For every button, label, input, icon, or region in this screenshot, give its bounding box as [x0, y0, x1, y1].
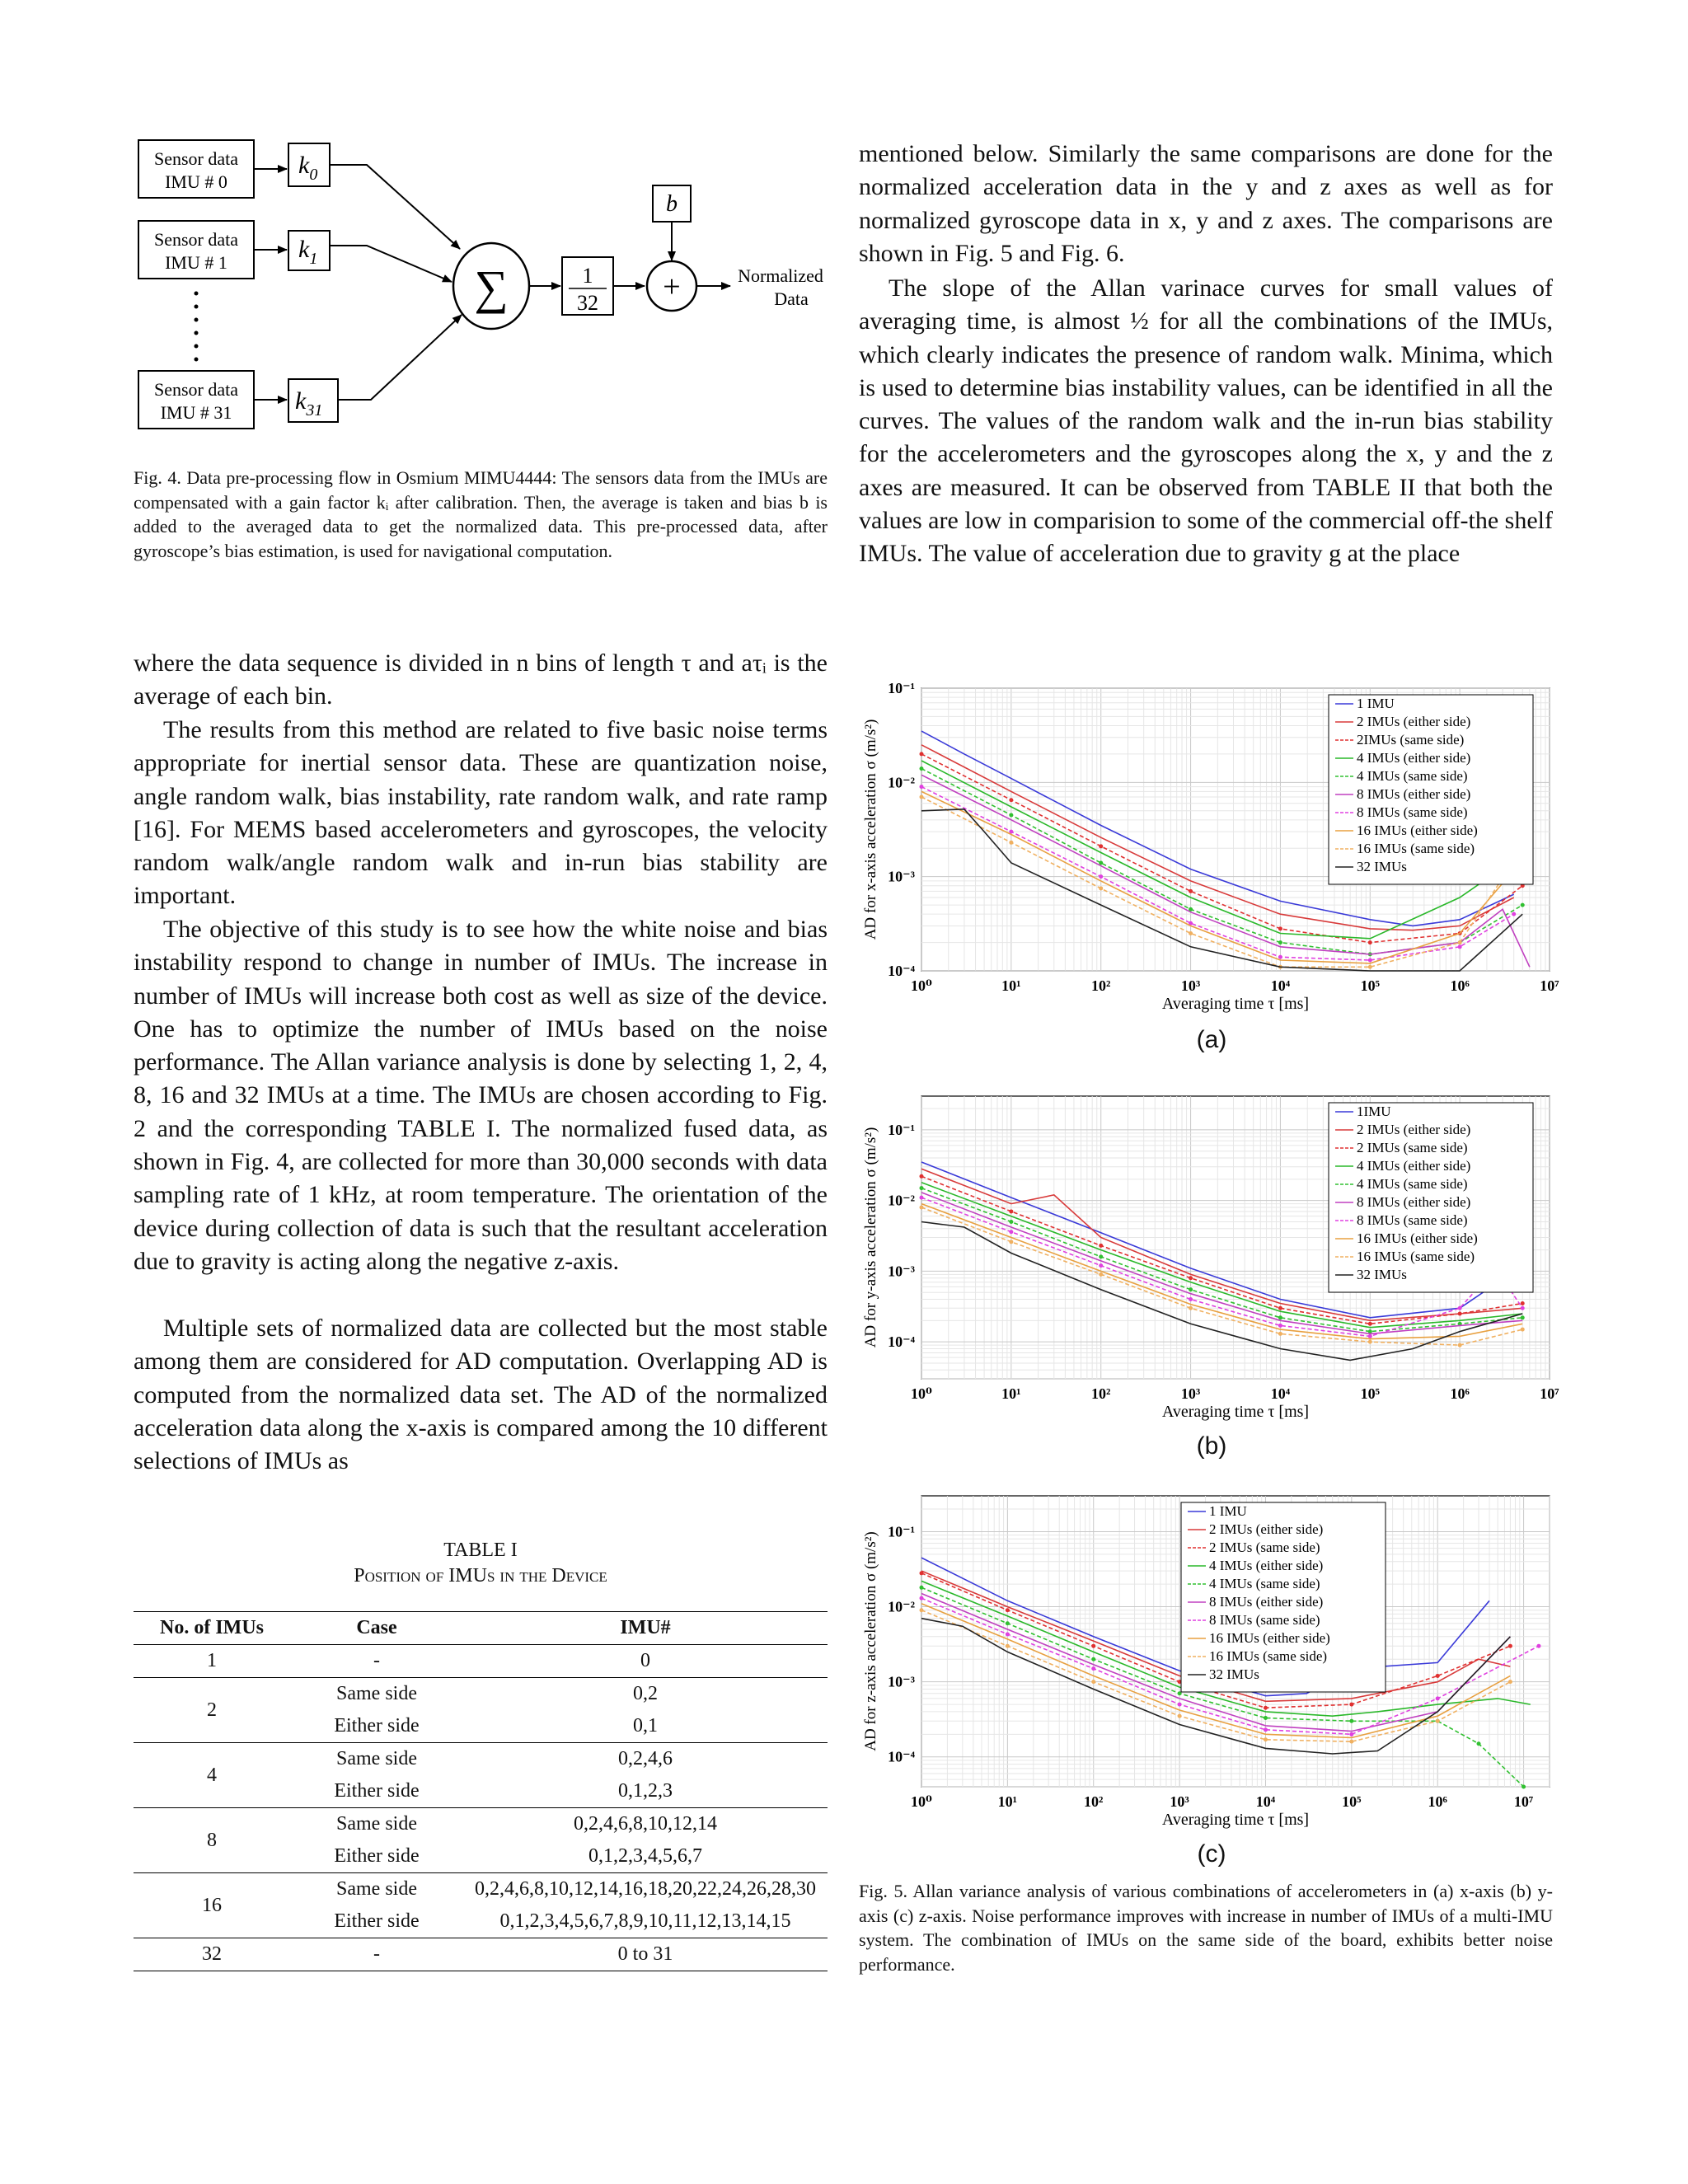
legend-label: 8 IMUs (same side): [1357, 804, 1468, 820]
x-axis-label: Averaging time τ [ms]: [1161, 995, 1310, 1013]
series-point: [1189, 889, 1193, 893]
y-tick-label: 10⁻²: [888, 774, 915, 791]
series-point: [1458, 940, 1462, 944]
series-point: [1178, 1703, 1182, 1707]
left-paragraph-3: The objective of this study is to see how the white noise and bias instability respond to change in number of IMUs. The increase in number of IMUs will increase both cost as well as size of the device. One has to optimize the number of IMUs based on the noise performance. The Allan variance analysis is done by selecting 1, 2, 4, 8, 16 and 32 IMUs at a time. The IMUs are chosen according to Fig. 2 and the corresponding TABLE I. The normalized fused data, as shown in Fig. 4, are collected for more than 30,000 seconds with data sampling rate of 1 kHz, at room temperature. The orientation of the device during collection of data is such that the resultant acceleration due to gravity is acting along the negative z-axis.: [134, 916, 828, 1275]
fig4-diagram: [132, 132, 857, 437]
series-point: [1009, 1240, 1013, 1244]
series-point: [1009, 1230, 1013, 1234]
right-paragraph-2: The slope of the Allan varinace curves for small values of averaging time, is almost ½ for all the combinations of the IMUs, which clearly indicates the presence of random walk. Minima, which is used to determine bias instability values, can be identified in all the curves. The values of the random walk and the in-run bias stability for the accelerometers and the gyroscopes along the x, y and the z axes are measured. It can be observed from TABLE II that both the values are low in comparision to some of the commercial off-the shelf IMUs. The value of acceleration due to gravity g at the place: [859, 274, 1553, 568]
x-tick-label: 10²: [1091, 1385, 1111, 1402]
series-point: [1091, 1644, 1095, 1648]
series-point: [1099, 886, 1103, 890]
y-tick-label: 10⁻³: [888, 1673, 915, 1690]
x-tick-label: 10⁴: [1270, 977, 1291, 994]
series-point: [1368, 965, 1372, 969]
table1-subtitle: Position of IMUs in the Device: [354, 1565, 607, 1586]
output-label-line2: Data: [774, 288, 809, 309]
series-point: [1521, 903, 1525, 907]
series-point: [1368, 1334, 1372, 1338]
sum-symbol: ∑: [474, 260, 509, 314]
legend-label: 8 IMUs (either side): [1357, 1194, 1471, 1210]
x-tick-label: 10⁵: [1360, 977, 1380, 994]
series-point: [1508, 1680, 1512, 1684]
table1-count: 16: [134, 1873, 290, 1938]
series-point: [1009, 798, 1013, 802]
x-tick-label: 10⁰: [911, 1793, 932, 1810]
series-point: [1436, 1674, 1440, 1678]
table1: [134, 1611, 828, 1971]
fig4-caption: Fig. 4. Data pre-processing flow in Osmium MIMU4444: The sensors data from the IMUs are compensated with a gain factor kᵢ after calibration. Then, the average is taken and bias b is added to the averaged data to get the normalized data. This pre-processed data, after gyroscope’s bias estimation, is used for navigational computation.: [134, 467, 828, 561]
x-tick-label: 10³: [1180, 1385, 1201, 1402]
series-point: [1189, 1297, 1193, 1301]
legend-label: 2 IMUs (either side): [1357, 714, 1471, 729]
series-point: [1009, 841, 1013, 845]
series-point: [1091, 1666, 1095, 1671]
input-1-line1: Sensor data: [153, 229, 239, 250]
table1-case: Either side: [290, 1905, 463, 1938]
fig5b-chart: [857, 1084, 1566, 1430]
table1-imus: 0,1,2,3,4,5,6,7,8,9,10,11,12,13,14,15: [463, 1905, 828, 1938]
table1-imus: 0,1,2,3: [463, 1775, 828, 1808]
table1-case: Same side: [336, 1878, 417, 1900]
series-point: [1349, 1740, 1353, 1744]
legend-label: 1IMU: [1357, 1104, 1391, 1119]
table1-imus: 0,2,4,6,8,10,12,14: [574, 1813, 717, 1835]
series-point: [1278, 926, 1282, 930]
table1-header-row: [134, 1612, 828, 1645]
series-point: [920, 1608, 924, 1612]
series-point: [1436, 1696, 1440, 1700]
series-point: [920, 766, 924, 771]
series-point: [1099, 1272, 1103, 1277]
y-tick-label: 10⁻⁴: [888, 963, 915, 979]
gain-0-letter: k: [298, 152, 310, 179]
x-tick-label: 10⁶: [1428, 1793, 1447, 1810]
series-point: [920, 1571, 924, 1575]
left-paragraph-4: Multiple sets of normalized data are collected but the most stable among them are considered for AD computation. Overlapping AD is computed from the normalized data set. The AD of the normalized acceleration data along the x-axis is compared among the 10 different selections of IMUs as: [134, 1315, 828, 1475]
average-denominator: 32: [577, 291, 598, 315]
gain-31-letter: k: [295, 387, 307, 415]
table1-case: Either side: [290, 1840, 463, 1873]
left-paragraph-1: where the data sequence is divided in n bins of length τ and aτᵢ is the average of each bin.: [134, 649, 828, 710]
x-axis-label: Averaging time τ [ms]: [1161, 1403, 1310, 1421]
table1-case: -: [290, 1645, 463, 1678]
y-tick-label: 10⁻³: [888, 1263, 915, 1280]
series-point: [1009, 813, 1013, 817]
ellipsis-dots: [195, 292, 199, 362]
table1-header-count: No. of IMUs: [134, 1612, 290, 1645]
series-point: [1278, 1306, 1282, 1310]
series-point: [1091, 1680, 1095, 1684]
x-tick-label: 10²: [1091, 977, 1111, 994]
series-point: [920, 1186, 924, 1190]
table1-count: 1: [134, 1645, 290, 1678]
table-row: [134, 1938, 828, 1971]
x-tick-label: 10³: [1180, 977, 1201, 994]
series-point: [920, 752, 924, 756]
output-label-line1: Normalized: [738, 265, 823, 286]
series-point: [1189, 1276, 1193, 1280]
series-point: [1189, 1287, 1193, 1291]
x-tick-label: 10⁵: [1342, 1793, 1362, 1810]
x-tick-label: 10⁰: [911, 977, 932, 994]
legend-label: 2 IMUs (either side): [1357, 1122, 1471, 1137]
legend-label: 4 IMUs (same side): [1209, 1576, 1320, 1591]
legend-label: 4 IMUs (same side): [1357, 768, 1468, 784]
x-tick-label: 10⁷: [1540, 977, 1559, 994]
right-paragraph-1: mentioned below. Similarly the same comparisons are done for the normalized acceleration data in the y and z axes as well as for normalized gyroscope data in x, y and z axes. The comparisons are shown in Fig. 5 and Fig. 6.: [859, 140, 1553, 267]
input-31-line1: Sensor data: [153, 379, 239, 400]
table1-imus: 0,2,4,6,8,10,12,14,16,18,20,22,24,26,28,30: [475, 1878, 816, 1900]
series-point: [1189, 931, 1193, 935]
table-row: [134, 1645, 828, 1678]
fig5c-label: (c): [1197, 1840, 1226, 1868]
legend-label: 2IMUs (same side): [1357, 732, 1465, 748]
series-point: [920, 1596, 924, 1601]
legend-label: 16 IMUs (same side): [1357, 841, 1475, 856]
table1-imus: 0,1: [463, 1710, 828, 1743]
series-point: [1099, 1263, 1103, 1268]
y-tick-label: 10⁻³: [888, 868, 915, 885]
series-point: [920, 795, 924, 799]
y-axis-label: AD for x-axis acceleration σ (m/s²): [862, 719, 879, 940]
x-tick-label: 10¹: [1001, 977, 1021, 994]
x-tick-label: 10⁶: [1450, 977, 1470, 994]
legend-label: 4 IMUs (either side): [1357, 1158, 1471, 1174]
table1-case: Either side: [290, 1710, 463, 1743]
legend-label: 16 IMUs (either side): [1357, 823, 1478, 838]
series-point: [1368, 940, 1372, 944]
series-point: [1006, 1608, 1010, 1612]
series-point: [1099, 1254, 1103, 1258]
series-point: [1477, 1741, 1481, 1746]
fig5c-chart: [857, 1483, 1566, 1838]
series-point: [920, 785, 924, 789]
series-point: [1099, 874, 1103, 879]
series-point: [1278, 1324, 1282, 1328]
series-point: [1264, 1737, 1268, 1741]
legend-label: 32 IMUs: [1357, 1267, 1407, 1282]
series-point: [1278, 955, 1282, 959]
legend-label: 8 IMUs (either side): [1357, 786, 1471, 802]
series-point: [1009, 1209, 1013, 1213]
table1-title: TABLE I: [443, 1540, 518, 1561]
table1-case: -: [290, 1938, 463, 1971]
table1-case: Either side: [290, 1775, 463, 1808]
series-point: [1521, 1328, 1525, 1332]
y-axis-label: AD for z-axis acceleration σ (m/s²): [862, 1531, 879, 1751]
series-point: [1368, 958, 1372, 962]
series-point: [1264, 1706, 1268, 1710]
y-tick-label: 10⁻⁴: [888, 1333, 915, 1351]
table1-count: 8: [134, 1808, 290, 1873]
series-point: [1458, 1343, 1462, 1347]
legend-label: 4 IMUs (either side): [1209, 1558, 1324, 1573]
table-row: [134, 1873, 828, 1906]
x-tick-label: 10⁰: [911, 1385, 932, 1402]
table1-imus: 0,2: [633, 1683, 658, 1704]
table1-header-imus: IMU#: [463, 1612, 828, 1645]
y-tick-label: 10⁻⁴: [888, 1748, 915, 1765]
gain-31-sub: 31: [306, 401, 323, 419]
table1-case: Same side: [336, 1748, 417, 1769]
legend-label: 2 IMUs (same side): [1357, 1140, 1468, 1155]
gain-1-sub: 1: [309, 250, 318, 268]
fig5-caption: Fig. 5. Allan variance analysis of various combinations of accelerometers in (a) x-axis (b) y-axis (c) z-axis. Noise performance improves with increase in number of IMUs of a multi-IMU system. The combination of IMUs on the same side of the board, exhibits better noise performance.: [859, 1881, 1553, 1975]
legend-label: 16 IMUs (same side): [1209, 1648, 1328, 1664]
series-point: [1009, 1220, 1013, 1224]
series-point: [1458, 944, 1462, 949]
gain-1-letter: k: [298, 236, 310, 263]
y-tick-label: 10⁻²: [888, 1192, 915, 1209]
legend-label: 16 IMUs (same side): [1357, 1249, 1475, 1264]
table1-imus: 0: [463, 1645, 828, 1678]
table1-count: 4: [134, 1743, 290, 1808]
input-0-line1: Sensor data: [153, 148, 239, 169]
series-point: [1264, 1716, 1268, 1720]
series-point: [920, 1205, 924, 1209]
adder-symbol: +: [663, 269, 681, 304]
series-point: [1508, 1644, 1512, 1648]
x-tick-label: 10¹: [997, 1793, 1018, 1810]
series-point: [1368, 1340, 1372, 1344]
legend-label: 16 IMUs (either side): [1357, 1230, 1478, 1246]
legend-label: 1 IMU: [1209, 1503, 1247, 1519]
table-row: [134, 1678, 828, 1711]
legend-label: 8 IMUs (same side): [1357, 1212, 1468, 1228]
table1-header-case: Case: [290, 1612, 463, 1645]
gain-0-sub: 0: [309, 166, 318, 184]
series-point: [1349, 1719, 1353, 1723]
input-0-line2: IMU # 0: [165, 171, 227, 192]
table-row: [134, 1743, 828, 1776]
series-point: [1512, 912, 1516, 916]
series-point: [1178, 1714, 1182, 1718]
series-point: [1436, 1719, 1440, 1723]
x-tick-label: 10⁷: [1540, 1385, 1559, 1402]
input-1-line2: IMU # 1: [165, 252, 227, 273]
y-tick-label: 10⁻¹: [888, 680, 915, 696]
series-point: [1278, 940, 1282, 944]
legend-label: 8 IMUs (either side): [1209, 1594, 1324, 1610]
fig5a-label: (a): [1196, 1026, 1227, 1053]
series-point: [1006, 1621, 1010, 1625]
series-point: [1091, 1657, 1095, 1661]
x-tick-label: 10⁷: [1513, 1793, 1534, 1810]
series-point: [1521, 1306, 1525, 1310]
x-tick-label: 10⁶: [1450, 1385, 1470, 1402]
series-point: [1189, 1306, 1193, 1310]
x-tick-label: 10¹: [1001, 1385, 1021, 1402]
input-31-line2: IMU # 31: [160, 402, 232, 423]
legend-label: 2 IMUs (either side): [1209, 1521, 1324, 1537]
x-tick-label: 10⁵: [1360, 1385, 1380, 1402]
series-point: [1099, 1244, 1103, 1248]
y-tick-label: 10⁻¹: [888, 1523, 915, 1540]
x-tick-label: 10²: [1084, 1793, 1104, 1810]
table1-imus: 0,2,4,6: [618, 1748, 673, 1769]
legend-label: 4 IMUs (either side): [1357, 750, 1471, 766]
fig5a-chart: [857, 676, 1566, 1022]
legend-label: 32 IMUs: [1209, 1666, 1259, 1682]
series-point: [1521, 1315, 1525, 1319]
table1-case: Same side: [336, 1813, 417, 1835]
legend-label: 2 IMUs (same side): [1209, 1540, 1320, 1555]
table1-imus: 0 to 31: [463, 1938, 828, 1971]
y-axis-label: AD for y-axis acceleration σ (m/s²): [862, 1127, 879, 1348]
series-point: [1368, 1322, 1372, 1326]
series-point: [1278, 1315, 1282, 1319]
x-axis-label: Averaging time τ [ms]: [1161, 1811, 1310, 1829]
table1-case: Same side: [336, 1683, 417, 1704]
average-numerator: 1: [582, 264, 593, 288]
y-tick-label: 10⁻²: [888, 1598, 915, 1615]
series-point: [1278, 1332, 1282, 1336]
series-point: [1099, 844, 1103, 848]
series-point: [1458, 1306, 1462, 1310]
x-tick-label: 10⁴: [1270, 1385, 1291, 1402]
fig5b-label: (b): [1196, 1432, 1227, 1460]
series-point: [1349, 1703, 1353, 1707]
x-tick-label: 10³: [1170, 1793, 1189, 1810]
series-point: [1521, 1301, 1525, 1305]
series-point: [1006, 1632, 1010, 1636]
series-point: [920, 1196, 924, 1200]
legend-label: 4 IMUs (same side): [1357, 1176, 1468, 1192]
bias-symbol: b: [666, 191, 678, 217]
table-row: [134, 1808, 828, 1841]
series-point: [1522, 1785, 1526, 1789]
series-point: [1099, 860, 1103, 865]
series-point: [1264, 1727, 1268, 1732]
series-point: [920, 1174, 924, 1179]
table1-imus: 0,1,2,3,4,5,6,7: [463, 1840, 828, 1873]
left-paragraph-2: The results from this method are related to five basic noise terms appropriate for inertial sensor data. These are quantization noise, angle random walk, bias instability, rate random walk, and rate ramp [16]. For MEMS based accelerometers and gyroscopes, the velocity random walk/angle random walk and in-run bias stability are important.: [134, 716, 828, 910]
series-point: [1349, 1732, 1353, 1736]
series-point: [1006, 1644, 1010, 1648]
series-point: [1536, 1644, 1540, 1648]
x-tick-label: 10⁴: [1255, 1793, 1276, 1810]
legend-label: 1 IMU: [1357, 696, 1395, 711]
table1-count: 32: [134, 1938, 290, 1971]
legend-label: 8 IMUs (same side): [1209, 1612, 1320, 1628]
legend-label: 16 IMUs (either side): [1209, 1630, 1330, 1646]
series-point: [1458, 1312, 1462, 1316]
series-point: [920, 1586, 924, 1590]
table1-count: 2: [134, 1678, 290, 1743]
y-tick-label: 10⁻¹: [888, 1121, 915, 1138]
legend-label: 32 IMUs: [1357, 859, 1407, 874]
